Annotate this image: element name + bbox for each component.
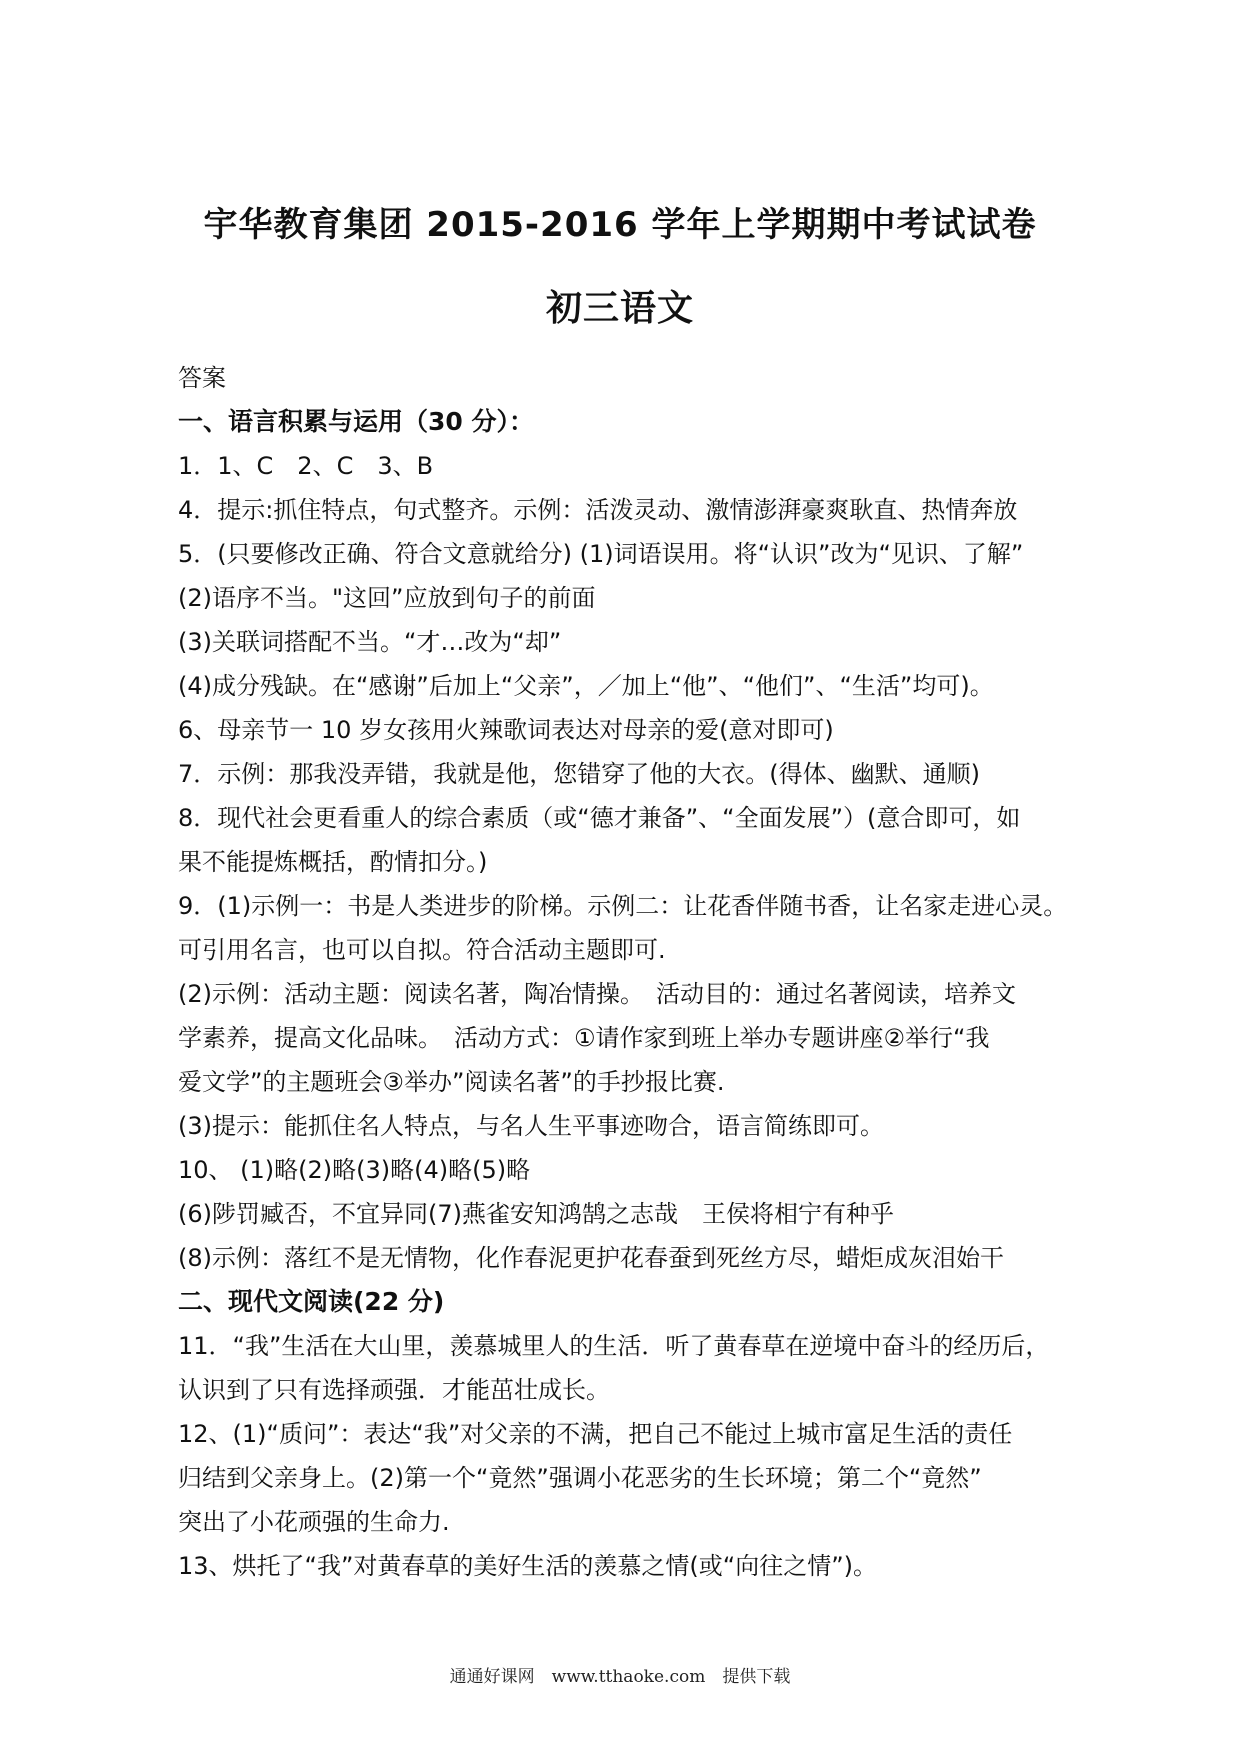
answer-line: 10、 (1)略(2)略(3)略(4)略(5)略 xyxy=(178,1156,531,1184)
answer-line: 突出了小花顽强的生命力. xyxy=(178,1508,450,1536)
answer-line: (3)关联词搭配不当。“才…改为“却” xyxy=(178,628,562,656)
answer-line: 9．(1)示例一：书是人类进步的阶梯。示例二：让花香伴随书香，让名家走进心灵。 xyxy=(178,892,1068,920)
section-heading: 二、现代文阅读(22 分) xyxy=(178,1287,445,1316)
answer-line: (2)示例：活动主题：阅读名著，陶冶情操。 活动目的：通过名著阅读，培养文 xyxy=(178,980,1016,1008)
answer-line: (8)示例：落红不是无情物，化作春泥更护花春蚕到死丝方尽，蜡炬成灰泪始干 xyxy=(178,1244,1004,1272)
answer-line: 答案 xyxy=(178,364,226,392)
answer-line: (6)陟罚臧否，不宜异同(7)燕雀安知鸿鹄之志哉 王侯将相宁有种乎 xyxy=(178,1200,894,1228)
answer-line: 可引用名言，也可以自拟。符合活动主题即可. xyxy=(178,936,666,964)
answer-line: 12、(1)“质问”：表达“我”对父亲的不满，把自己不能过上城市富足生活的责任 xyxy=(178,1420,1013,1448)
answer-line: 5．(只要修改正确、符合文意就给分) (1)词语误用。将“认识”改为“见识、了解” xyxy=(178,540,1024,568)
answer-line: 7．示例：那我没弄错，我就是他，您错穿了他的大衣。(得体、幽默、通顺) xyxy=(178,760,980,788)
document-subtitle: 初三语文 xyxy=(545,288,694,329)
answer-line: 1．1、C 2、C 3、B xyxy=(178,452,434,480)
answer-line: 爱文学”的主题班会③举办”阅读名著”的手抄报比赛. xyxy=(178,1068,725,1096)
answer-line: 认识到了只有选择顽强．才能茁壮成长。 xyxy=(178,1376,610,1404)
answer-line: 果不能提炼概括，酌情扣分。) xyxy=(178,848,488,876)
answer-line: 8．现代社会更看重人的综合素质（或“德才兼备”、“全面发展”）(意合即可，如 xyxy=(178,804,1021,832)
answer-line: (3)提示：能抓住名人特点，与名人生平事迹吻合，语言简练即可。 xyxy=(178,1112,884,1140)
page-footer: 通通好课网 www.tthaoke.com 提供下载 xyxy=(449,1667,791,1687)
answer-line: (4)成分残缺。在“感谢”后加上“父亲”，／加上“他”、“他们”、“生活”均可)。 xyxy=(178,672,994,700)
answer-line: 6、母亲节一 10 岁女孩用火辣歌词表达对母亲的爱(意对即可) xyxy=(178,716,834,744)
answer-line: 13、烘托了“我”对黄春草的美好生活的羡慕之情(或“向往之情”)。 xyxy=(178,1552,877,1580)
answer-line: 学素养，提高文化品味。 活动方式：①请作家到班上举办专题讲座②举行“我 xyxy=(178,1024,990,1052)
answer-body xyxy=(178,356,1078,1588)
answer-line: (2)语序不当。"这回”应放到句子的前面 xyxy=(178,584,596,612)
document-title: 宇华教育集团 2015-2016 学年上学期期中考试试卷 xyxy=(203,205,1037,245)
answer-line: 4．提示:抓住特点，句式整齐。示例：活泼灵动、激情澎湃豪爽耿直、热情奔放 xyxy=(178,496,1018,524)
answer-line: 归结到父亲身上。(2)第一个“竟然”强调小花恶劣的生长环境；第二个“竟然” xyxy=(178,1464,982,1492)
answer-line: 11．“我”生活在大山里，羡慕城里人的生活．听了黄春草在逆境中奋斗的经历后， xyxy=(178,1332,1050,1360)
section-heading: 一、语言积累与运用（30 分）： xyxy=(178,407,534,436)
